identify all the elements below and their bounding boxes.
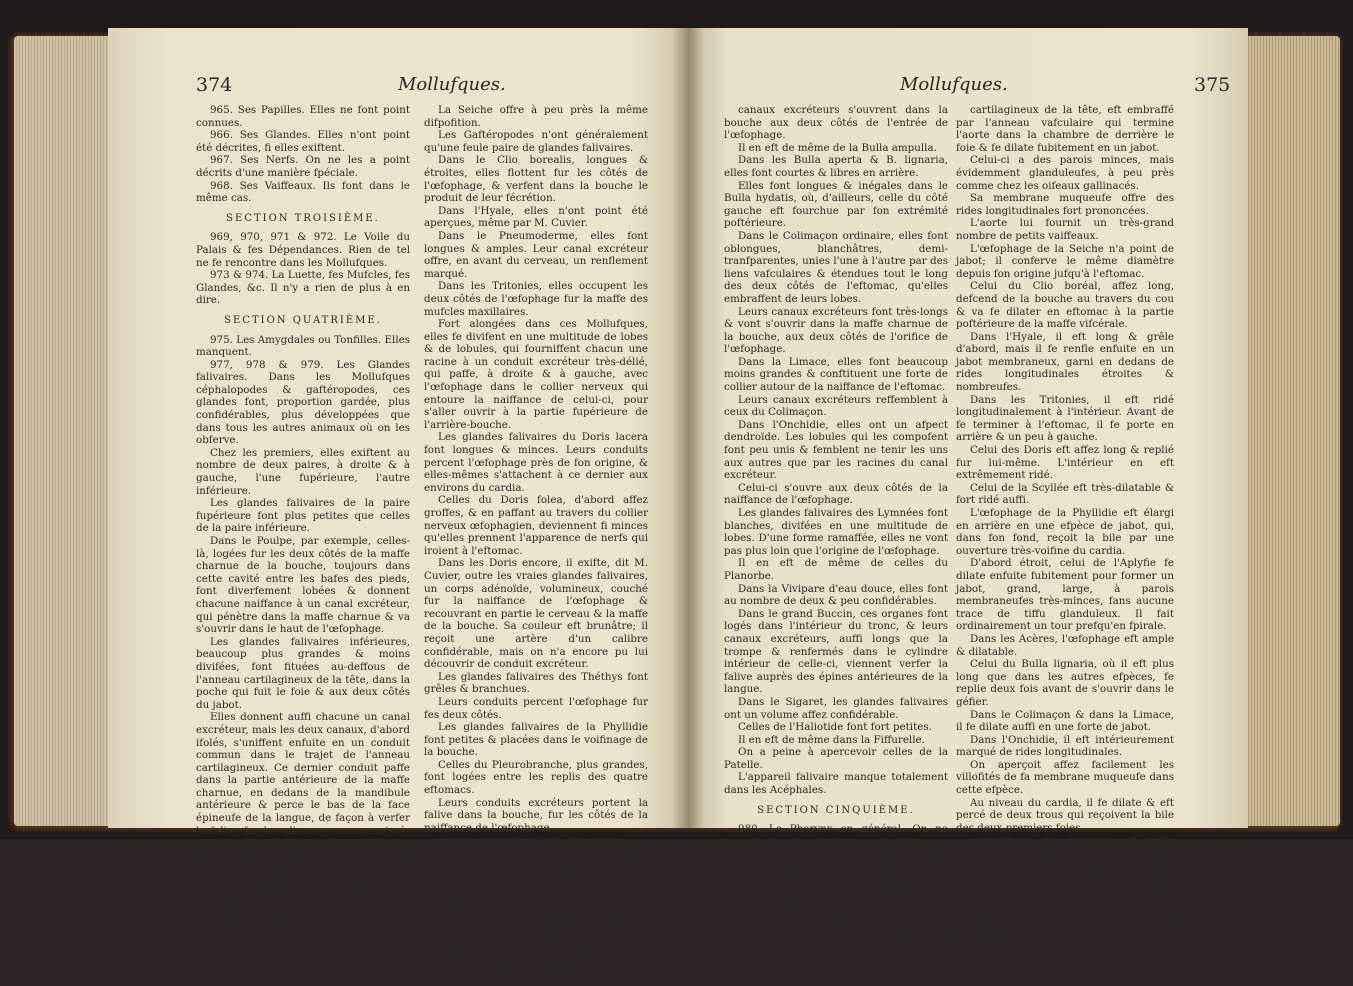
paragraph: Le corps adénoïde, dont nous avons fignalé la préfence dans les Doris, exifte auffi chez les Phyllidies & les Pleurobranches, mais fans y être mieux connu. — [424, 847, 648, 910]
paragraph: Leurs conduits excréteurs portent la falive dans la bouche, fur les côtés de la naiffance de l'œfophage. — [424, 796, 648, 834]
paragraph: SECTION CINQUIÈME. — [757, 804, 915, 816]
left-page-number: 374 — [196, 74, 233, 96]
paragraph: Il fait un repli avant d'avoir quitté le deffus du pied, & il en décrit un fecond dans la fpire avant de communiquer avec l'eftomac. — [956, 935, 1174, 985]
paragraph: Leurs canaux excréteurs font très-longs & vont s'ouvrir dans la maffe charnue de la bouche, aux deux côtés de l'orifice de l'œfophage. — [724, 305, 948, 356]
left-page — [108, 28, 688, 973]
paragraph: Les glandes falivaires du Doris lacera font longues & minces. Leurs conduits percent l'œfophage près de fon origine, & elles-mêmes s'attachent à ce dernier aux environs du cardia. — [424, 431, 648, 494]
paragraph: Dans les Acères, l'œfophage eft ample & dilatable. — [956, 632, 1174, 658]
paragraph: Dans les Doris encore, il exifte, dit M. Cuvier, outre les vraies glandes falivaires, un corps adénoïde, volumineux, couché fur la naiffance de l'œfophage & recouvrant en partie le cerveau & la maffe de la bouche. Sa couleur eft brunâtre; il reçoit une artère d'un calibre confidérable, mais on n'a encore pu lui découvrir de conduit excréteur. — [424, 557, 648, 671]
right-page — [688, 28, 1248, 985]
paragraph: Dans le Colimaçon ordinaire, elles font oblongues, blanchâtres, demi-tranfparentes, unies l'une à l'autre par des liens vafculaires & étendues tout le long des deux côtés de l'eftomac, qu'elles embraffent de leurs lobes. — [724, 229, 948, 305]
paragraph: 977, 978 & 979. Les Glandes falivaires. Dans les Mollufques céphalopodes & gaftéropodes, ces glandes font, proportion gardée, plus confidérables, plus développées que dans tous les autres animaux où on les obferve. — [196, 358, 410, 447]
paragraph: 965. Ses Papilles. Elles ne font point connues. — [196, 104, 410, 129]
paragraph: Celui des Doris eft affez long & replié fur lui-même. L'intérieur en eft extrêmement ridé. — [956, 444, 1174, 482]
paragraph: Dans les Tritonies, elles occupent les deux côtés de l'œfophage fur la maffe des mufcles maxillaires. — [424, 280, 648, 318]
left-column-1 — [196, 104, 410, 925]
paragraph: Celui-ci s'ouvre aux deux côtés de la naiffance de l'œfophage. — [724, 481, 948, 507]
right-column-2 — [956, 104, 1174, 986]
paragraph: Dans le Clio borealis, longues & étroites, elles flottent fur les côtés de l'œfophage, & verfent dans la bouche le produit de leur fécrétion. — [424, 154, 648, 205]
paragraph: L'œfophage de la Phyllidie eft élargi en arrière en une efpèce de jabot, qui, dans fon fond, reçoit la bile par une ouverture très-voifine du cardia. — [956, 507, 1174, 557]
paragraph: Les glandes falivaires de la paire fupérieure font plus petites que celles de la paire inférieure. — [196, 497, 410, 535]
book-gutter — [672, 28, 704, 828]
paragraph: Celui du Bulla lignaria, où il eft plus long que dans les autres efpèces, fe replie deux fois avant de s'ouvrir dans le géfier. — [956, 658, 1174, 708]
paragraph: On a peine à apercevoir celles de la Patelle. — [724, 746, 948, 771]
paragraph: 969, 970, 971 & 972. Le Voile du Palais & fes Dépendances. Rien de tel ne fe rencontre dans les Mollufques. — [196, 231, 410, 269]
paragraph: L'œfophage de la Seiche n'a point de jabot; il conferve le même diamètre depuis fon origine jufqu'à l'eftomac. — [956, 242, 1174, 280]
paragraph: Les Gaftéropodes n'ont généralement qu'une feule paire de glandes falivaires. — [424, 129, 648, 154]
paragraph: Dans la Vivipare d'eau douce, ce conduit eft remarquable par fa longueur & par la ténuité de fes parois. — [956, 897, 1174, 935]
paragraph: Leurs canaux excréteurs reffemblent à ceux du Colimaçon. — [724, 393, 948, 419]
paragraph: Dans les Aplyfies, les glandes falivaires font minces & très-longues; elles flottent comme deux rubans le long de l'œfophage; leur extrémité poftérieure eft attachée au fecond eftomac; leurs — [424, 910, 648, 973]
paragraph: 966. Ses Glandes. Elles n'ont point été décrites, fi elles exiftent. — [196, 129, 410, 154]
paragraph: Chez les premiers, elles exiftent au nombre de deux paires, à droite & à gauche, l'une fupérieure, l'autre inférieure. — [196, 446, 410, 497]
paragraph: L'appareil falivaire manque totalement dans les Acéphales. — [724, 771, 948, 797]
paragraph: Fort alongées dans ces Mollufques, elles fe divifent en une multitude de lobes & de lobules, qui fourniffent chacun une racine à un conduit excréteur très-délié, qui paffe, à droite & à gauche, avec l'œfophage dans le collier nerveux qui entoure la naiffance de celui-ci, pour s'aller ouvrir à la partie fupérieure de l'arrière-bouche. — [424, 318, 648, 431]
paragraph: Leurs conduits percent l'œfophage fur fes deux côtés. — [424, 695, 648, 721]
paragraph: Toutes ces glandes font blanchâtres, aplaties, grenues. — [196, 875, 410, 900]
paragraph: 975. Les Amygdales ou Tonfilles. Elles manquent. — [196, 333, 410, 359]
page-edges-right — [1240, 36, 1340, 826]
left-column-2 — [424, 104, 648, 973]
paragraph: 973 & 974. La Luette, fes Mufcles, fes Glandes, &c. Il n'y a rien de plus à en dire. — [196, 269, 410, 307]
paragraph: Les glandes falivaires inférieures, beaucoup plus grandes & moins divifées, font fituées au-deffous de l'anneau cartilagineux de la tête, dans la poche qui fuit le foie & aux deux côtés du jabot. — [196, 635, 410, 711]
paragraph: Il en eft de même de la Bulla ampulla. — [738, 141, 937, 154]
paragraph: Sa membrane muqueufe offre des rides longitudinales fort prononcées. — [956, 192, 1174, 217]
paragraph: Dans le grand Buccin, ces organes font logés dans l'intérieur du tronc, & leurs canaux excréteurs, auffi longs que la trompe & renfermés dans le cylindre intérieur de celle-ci, viennent verfer la falive auprès des épines antérieures de la langue. — [724, 607, 948, 696]
paragraph: Dans l'Onchidie, il eft intérieurement marqué de rides longitudinales. — [956, 733, 1174, 759]
paragraph: Dans le Sigaret, les glandes falivaires ont un volume affez confidérable. — [724, 695, 948, 721]
paragraph: 980. Le Pharynx en général. On ne fauroit, chez les Mollufques, le diftinguer d'une manière exacte de l'œfophage lui-même. — [724, 823, 948, 874]
paragraph: Dans les Bulla aperta & B. lignaria, elles font courtes & libres en arrière. — [724, 154, 948, 179]
paragraph: Elles reçoivent des vaiffeaux nombreux & fort gros. — [196, 900, 410, 925]
right-column-1 — [724, 104, 948, 949]
paragraph: Dans le Colimaçon & dans la Limace, il fe dilate auffi en une forte de jabot. — [956, 708, 1174, 734]
paragraph: 967. Ses Nerfs. On ne les a point décrits d'une manière fpéciale. — [196, 154, 410, 179]
paragraph: Celles du Pleurobranche, plus grandes, font logées entre les replis des quatre eftomacs. — [424, 758, 648, 797]
paragraph: Les glandes falivaires de la Phyllidie font petites & placées dans le voifinage de la bouche. — [424, 721, 648, 759]
paragraph: SECTION QUATRIÈME. — [224, 314, 382, 326]
paragraph: Elles donnent auffi chacune un canal excréteur, mais les deux canaux, d'abord ifolés, s'uniffent enfuite en un conduit commun dans le trajet de l'anneau cartilagineux. Ce dernier conduit paffe dans la partie antérieure de la maffe charnue, en dedans de la mandibule antérieure & perce le bas de la face épineufe de la langue, de façon à verfer la falive fur les alimens au moment où, venant d'être divifés par les mandibules, ils font faifis par les épines pour entrer dans l'œfophage. — [196, 711, 410, 875]
paragraph: 988. L'Œfophage, fa Situation. Dans le Poulpe, l'œfophage, affez mince, naît derrière la langue, traverfe la maffe charnue de la bouche en dedans de la mâchoire poftérieure, defcend par l'anneau — [724, 873, 948, 949]
paragraph: Celui de la Scyllée eft très-dilatable & fort ridé auffi. — [956, 481, 1174, 507]
paragraph: 968. Ses Vaiffeaux. Ils font dans le même cas. — [196, 179, 410, 205]
paragraph: Il en eft de même dans la Fiffurelle. — [738, 733, 925, 746]
paragraph: D'abord étroit, celui de l'Aplyfie fe dilate enfuite fubitement pour former un jabot, grand, large, à parois membraneufes très-minces, fans aucune trace de tiffu glanduleux. Il fait ordinairement un tour prefqu'en fpirale. — [956, 557, 1174, 633]
paragraph: Ils font, par conféquent, très-longs. — [438, 834, 623, 847]
page-edges-left — [14, 36, 110, 826]
paragraph: L'œfophage des Lymnées eft pliffé longitudinalement & d'une teinte noirâtre. — [956, 834, 1174, 872]
paragraph: cartilagineux de la tête, eft embraffé par l'anneau vafculaire qui termine l'aorte dans la chambre de derrière le foie & fe dilate fubitement en un jabot. — [956, 104, 1174, 154]
paragraph: La Seiche offre à peu près la même difpofition. — [424, 104, 648, 129]
paragraph: Il en eft de même dans le Planorbe corné. — [956, 872, 1174, 897]
paragraph: Celles de l'Haliotide font fort petites. — [738, 721, 932, 734]
right-page-number: 375 — [1194, 74, 1231, 96]
paragraph: Dans les Tritonies, il eft ridé longitudinalement à l'intérieur. Avant de fe terminer à l'eftomac, il fe porte en arrière & un peu à gauche. — [956, 393, 1174, 444]
paragraph: Dans l'Onchidie, elles ont un afpect dendroïde. Les lobules qui les compofent font peu unis & femblent ne tenir les uns aux autres que par les racines du canal excréteur. — [724, 418, 948, 482]
paragraph: Dans la Limace, elles font beaucoup moins grandes & conftituent une forte de collier autour de la naiffance de l'eftomac. — [724, 355, 948, 394]
paragraph: Les glandes falivaires des Théthys font grêles & branchues. — [424, 670, 648, 696]
left-running-title: Mollufques. — [398, 74, 506, 95]
paragraph: Celui du Clio boréal, affez long, defcend de la bouche au travers du cou & va fe dilater en eftomac à la partie poftérieure de la maffe vifcérale. — [956, 280, 1174, 331]
paragraph: Les glandes falivaires des Lymnées font blanches, divifées en une multitude de lobes. D'une forme ramaffée, elles ne vont pas plus loin que l'origine de l'œfophage. — [724, 507, 948, 557]
paragraph: Celles du Doris folea, d'abord affez groffes, & en paffant au travers du collier nerveux œfophagien, deviennent fi minces qu'elles prennent l'apparence de nerfs qui iroient à l'eftomac. — [424, 494, 648, 557]
paragraph: Au niveau du cardia, il fe dilate & eft percé de deux trous qui reçoivent la bile des deux premiers foies. — [956, 796, 1174, 834]
paragraph: Elles font longues & inégales dans le Bulla hydatis, où, d'ailleurs, celle du côté gauche eft fourchue par fon extrémité poftérieure. — [724, 179, 948, 230]
right-running-title: Mollufques. — [900, 74, 1008, 95]
paragraph: L'aorte lui fournit un très-grand nombre de petits vaiffeaux. — [956, 217, 1174, 242]
paragraph: Dans l'Hyale, il eft long & grêle d'abord, mais il fe renfle enfuite en un jabot membraneux, garni en dedans de rides longitudinales étroites & nombreufes. — [956, 330, 1174, 394]
paragraph: Dans le Poulpe, par exemple, celles-là, logées fur les deux côtés de la maffe charnue de la bouche, toujours dans cette cavité entre les bafes des pieds, font diverfement lobées & donnent chacune naiffance à un canal excréteur, qui pénètre dans la maffe charnue & va s'ouvrir dans le haut de l'œfophage. — [196, 535, 410, 636]
paragraph: Dans la Vivipare d'eau douce, elles font au nombre de deux & peu confidérables. — [724, 582, 948, 608]
paragraph: SECTION TROISIÈME. — [226, 212, 380, 224]
paragraph: Dans le Pneumoderme, elles font longues & amples. Leur canal excréteur offre, en avant du cerveau, un renflement marqué. — [424, 229, 648, 280]
paragraph: Celui-ci a des parois minces, mais évidemment glanduleufes, à peu près comme chez les oifeaux gallinacés. — [956, 154, 1174, 192]
paragraph: Dans l'Hyale, elles n'ont point été aperçues, même par M. Cuvier. — [424, 204, 648, 230]
paragraph: Il en eft de même de celles du Planorbe. — [724, 557, 948, 582]
paragraph: On aperçoit affez facilement les villofités de fa membrane muqueufe dans cette efpèce. — [956, 758, 1174, 797]
paragraph: canaux excréteurs s'ouvrent dans la bouche aux deux côtés de l'entrée de l'œfophage. — [724, 104, 948, 142]
